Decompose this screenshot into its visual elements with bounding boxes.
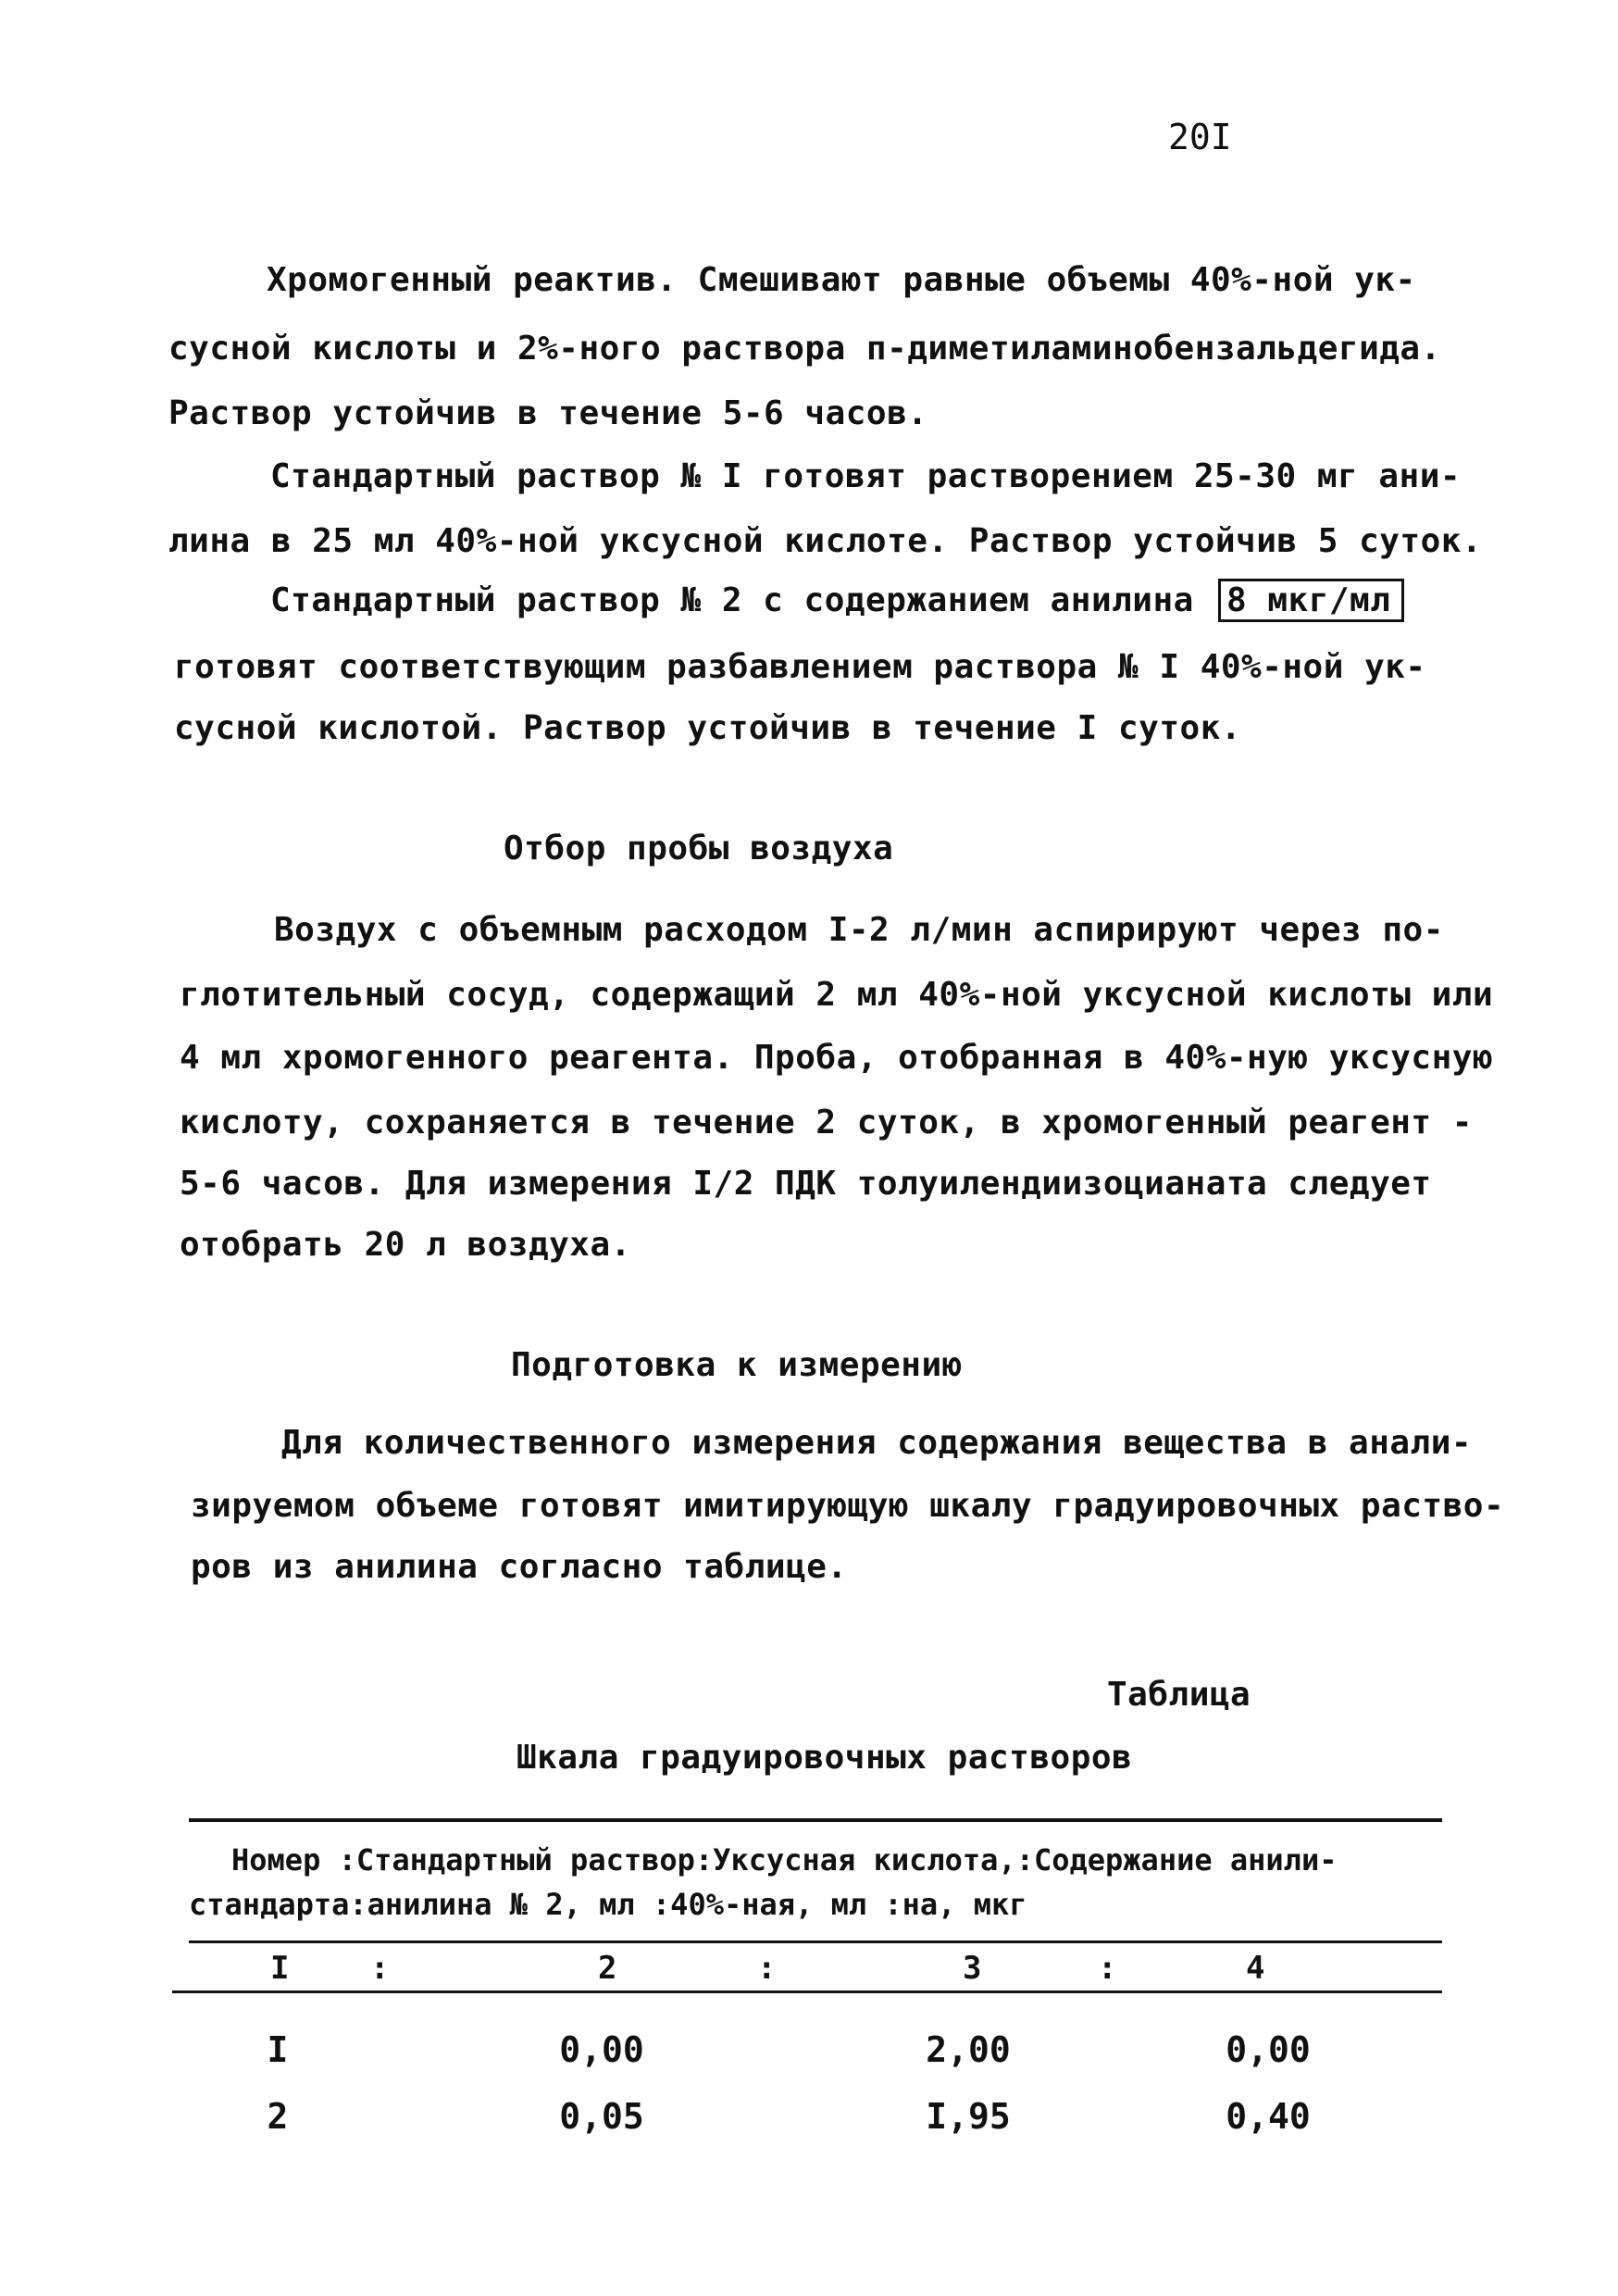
column-separator: :: [757, 1950, 777, 1987]
table-cell: 2,00: [926, 2029, 1011, 2070]
paragraph-3-start: Стандартный раствор № 2 с содержанием анилина: [270, 581, 1194, 619]
section-1-line-1: Воздух с объемным расходом I-2 л/мин аспирируют через по-: [274, 911, 1444, 949]
table-cell: 0,00: [1226, 2029, 1311, 2070]
column-number-3: 3: [963, 1950, 982, 1987]
section-1-line-6: отобрать 20 л воздуха.: [180, 1226, 631, 1264]
table-cell: 0,40: [1226, 2096, 1311, 2137]
section-1-line-3: 4 мл хромогенного реагента. Проба, отобранная в 40%-ную уксусную: [180, 1039, 1494, 1077]
page-number: 20I: [1168, 117, 1232, 157]
column-separator: :: [370, 1950, 390, 1987]
table-cell: I,95: [926, 2096, 1011, 2137]
section-1-line-2: глотительный сосуд, содержащий 2 мл 40%-ной уксусной кислоты или: [180, 976, 1494, 1014]
paragraph-1-line-2: сусной кислоты и 2%-ного раствора п-диметиламинобензальдегида.: [168, 330, 1441, 368]
column-separator: :: [1098, 1950, 1117, 1987]
table-header-row-2: стандарта:анилина № 2, мл :40%-ная, мл :на, мкг: [189, 1887, 1027, 1922]
table-number-rule: [172, 1990, 1442, 1993]
table-label: Таблица: [1107, 1676, 1251, 1714]
paragraph-2-line-1: Стандартный раствор № I готовят растворением 25-30 мг ани-: [270, 457, 1462, 495]
section-1-line-5: 5-6 часов. Для измерения I/2 ПДК толуилендиизоцианата следует: [180, 1165, 1432, 1203]
paragraph-3-line-1: [270, 581, 1404, 619]
section-2-line-1: Для количественного измерения содержания вещества в анали-: [281, 1424, 1473, 1462]
section-1-line-4: кислоту, сохраняется в течение 2 суток, в хромогенный реагент -: [180, 1104, 1473, 1142]
section-title-air-sampling: Отбор пробы воздуха: [504, 830, 894, 867]
column-number-4: 4: [1246, 1950, 1265, 1987]
table-cell: 0,00: [559, 2029, 644, 2070]
table-cell: I: [267, 2029, 289, 2070]
table-cell: 0,05: [559, 2096, 644, 2137]
paragraph-1-line-3: Раствор устойчив в течение 5-6 часов.: [168, 394, 928, 432]
section-title-preparation: Подготовка к измерению: [511, 1346, 963, 1384]
table-cell: 2: [267, 2096, 289, 2137]
paragraph-1-line-1: Хромогенный реактив. Смешивают равные объемы 40%-ной ук-: [267, 261, 1416, 299]
column-number-2: 2: [598, 1950, 617, 1987]
section-2-line-2: зируемом объеме готовят имитирующую шкалу градуировочных раство-: [191, 1487, 1505, 1525]
section-2-line-3: ров из анилина согласно таблице.: [191, 1548, 848, 1586]
table-header-rule: [189, 1940, 1442, 1943]
table-title: Шкала градуировочных растворов: [517, 1739, 1133, 1777]
paragraph-3-line-2: готовят соответствующим разбавлением раствора № I 40%-ной ук-: [174, 648, 1426, 686]
column-number-1: I: [270, 1950, 290, 1987]
boxed-concentration: 8 мкг/мл: [1218, 579, 1404, 622]
table-header-row-1: Номер :Стандартный раствор:Уксусная кислота,:Содержание анили-: [231, 1842, 1338, 1878]
table-top-rule: [189, 1818, 1442, 1822]
paragraph-2-line-2: лина в 25 мл 40%-ной уксусной кислоте. Раствор устойчив 5 суток.: [168, 522, 1483, 560]
paragraph-3-line-3: сусной кислотой. Раствор устойчив в течение I суток.: [174, 709, 1242, 747]
